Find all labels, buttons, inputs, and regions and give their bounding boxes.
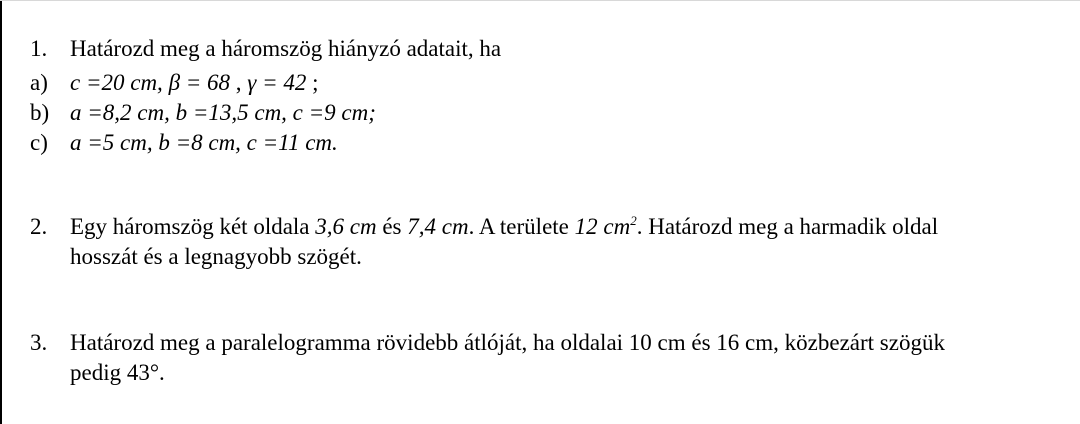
problem-1c-text: a =5 cm, b =8 cm, c =11 cm. bbox=[70, 130, 338, 155]
problem-2-length-1: 3,6 cm bbox=[315, 214, 377, 239]
problem-1b-label: b) bbox=[30, 100, 50, 125]
problem-2-seg-2: . A területe bbox=[468, 214, 569, 239]
problem-1c-label: c) bbox=[30, 130, 48, 155]
problem-1a-gamma: γ = 42 bbox=[247, 70, 307, 95]
problem-2-seg-1: Egy háromszög két oldala bbox=[70, 214, 310, 239]
problem-1a-c: c =20 cm, bbox=[70, 70, 163, 95]
problem-2-length-2: 7,4 cm bbox=[407, 214, 469, 239]
problem-2-area-exponent: 2 bbox=[630, 213, 637, 228]
problem-1-number: 1. bbox=[30, 36, 48, 61]
problem-3-line-2: pedig 43°. bbox=[70, 360, 165, 385]
problem-1-text: Határozd meg a háromszög hiányzó adatait, ha bbox=[70, 36, 502, 61]
problem-1a-beta: β = 68 bbox=[168, 70, 231, 95]
problem-2-and: és bbox=[382, 214, 402, 239]
problem-2-seg-3: . Határozd meg a harmadik oldal bbox=[636, 214, 939, 239]
page-top-border bbox=[0, 0, 1080, 1]
problem-1a-text bbox=[70, 69, 319, 97]
problem-2-line-2: hosszát és a legnagyobb szögét. bbox=[70, 244, 362, 269]
problem-2-number: 2. bbox=[30, 214, 48, 239]
problem-1a-sep: , bbox=[235, 70, 242, 95]
problem-1a-end: ; bbox=[312, 70, 319, 95]
problem-1a-label: a) bbox=[30, 70, 48, 95]
problem-3-number: 3. bbox=[30, 330, 48, 355]
problem-1b-text: a =8,2 cm, b =13,5 cm, c =9 cm; bbox=[70, 100, 376, 125]
problem-2-area: 12 cm bbox=[574, 214, 631, 239]
problem-2-line-1 bbox=[70, 213, 938, 241]
page-left-border bbox=[0, 0, 2, 424]
problem-3-line-1: Határozd meg a paralelogramma rövidebb átlóját, ha oldalai 10 cm és 16 cm, közbezárt szögük bbox=[70, 330, 945, 355]
